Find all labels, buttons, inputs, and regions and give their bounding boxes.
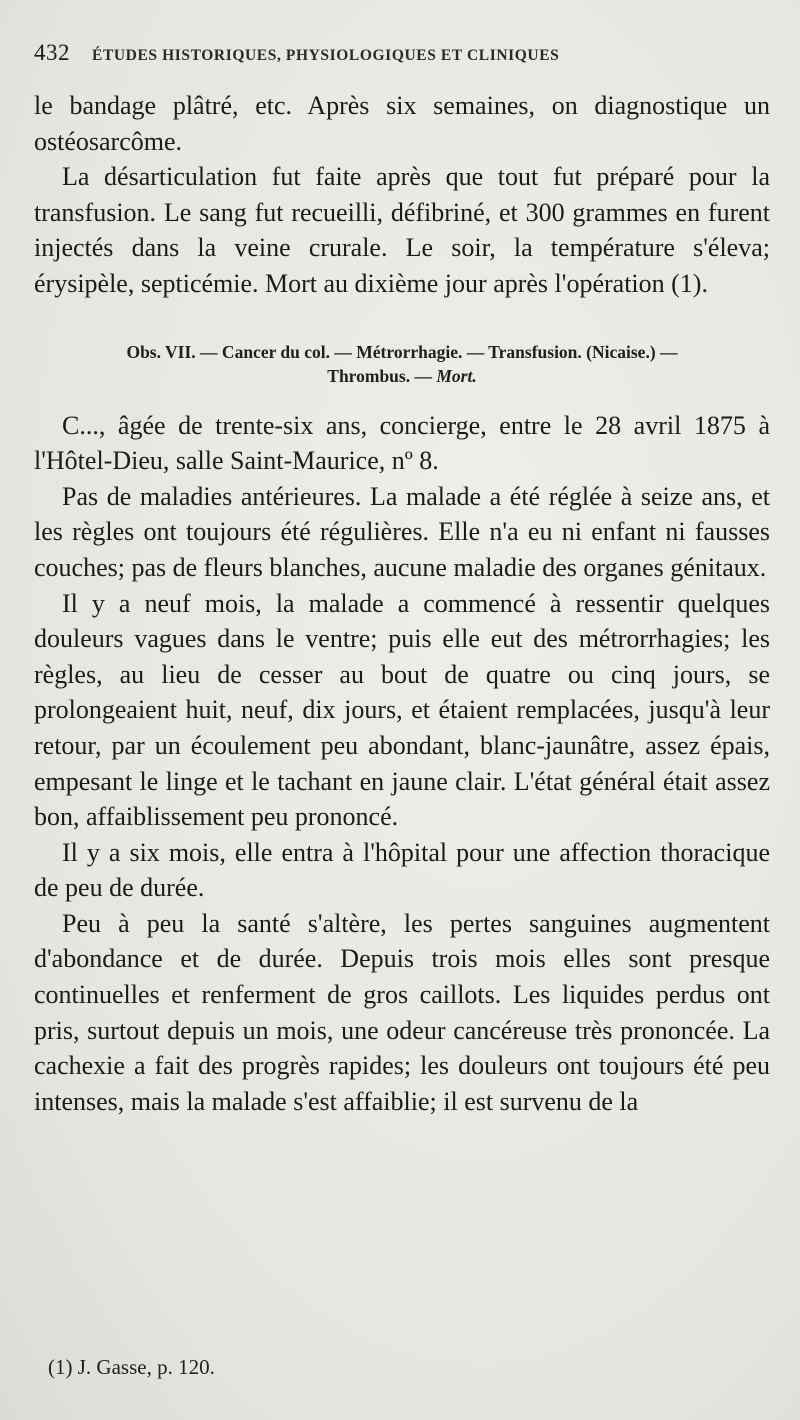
- observation-line-2: [34, 364, 770, 388]
- footnote: [48, 1355, 215, 1380]
- observation-line-1: Obs. VII. — Cancer du col. — Métrorrhagie. — Transfusion. (Nicaise.) —: [126, 341, 678, 362]
- footnote-marker: (1): [48, 1355, 73, 1379]
- paragraph-2-text: La désarticulation fut faite après que tout fut préparé pour la transfusion. Le sang fut recueilli, défibriné, et 300 grammes en furent injectés dans la veine crurale. Le soir, la température s'éleva; érysipèle, septicémie. Mort au dixième jour après l'opération: [34, 162, 770, 298]
- paragraph-2: [34, 159, 770, 301]
- observation-line-2-prefix: Thrombus. —: [327, 365, 437, 386]
- running-title: ÉTUDES HISTORIQUES, PHYSIOLOGIQUES ET CLINIQUES: [92, 47, 560, 64]
- case-text: [34, 408, 770, 1120]
- paragraph-1: le bandage plâtré, etc. Après six semaines, on diagnostique un ostéosarcôme.: [34, 91, 770, 156]
- observation-heading: [34, 340, 770, 388]
- paragraph-7: Peu à peu la santé s'altère, les pertes sanguines augmentent d'abondance et de durée. Depuis trois mois elles sont presque continuelles et renferment de gros caillots. Les liquides perdus ont pris, surtout depuis un mois, une odeur cancéreuse très prononcée. La cachexie a fait des progrès rapides; les douleurs ont toujours été peu intenses, mais la malade s'est affaiblie; il est survenu de la: [34, 908, 770, 1116]
- running-head: [34, 40, 770, 74]
- observation-outcome: Mort.: [436, 365, 477, 386]
- footnote-text: J. Gasse, p. 120.: [72, 1355, 215, 1379]
- page-number: 432: [34, 40, 70, 65]
- footnote-reference: (1).: [671, 268, 708, 298]
- paragraph-6: Il y a six mois, elle entra à l'hôpital pour une affection thoracique de peu de durée.: [34, 837, 770, 903]
- body-text: [34, 88, 770, 302]
- paragraph-3: C..., âgée de trente-six ans, concierge, entre le 28 avril 1875 à l'Hôtel-Dieu, salle Saint-Maurice, nº 8.: [34, 410, 770, 476]
- paragraph-4: Pas de maladies antérieures. La malade a été réglée à seize ans, et les règles ont toujours été régulières. Elle n'a eu ni enfant ni fausses couches; pas de fleurs blanches, aucune maladie des organes génitaux.: [34, 481, 770, 582]
- paragraph-5: Il y a neuf mois, la malade a commencé à ressentir quelques douleurs vagues dans le ventre; puis elle eut des métrorrhagies; les règles, au lieu de cesser au bout de quatre ou cinq jours, se prolongeaient huit, neuf, dix jours, et étaient remplacées, jusqu'à leur retour, par un écoulement peu abondant, blanc-jaunâtre, assez épais, empesant le linge et le tachant en jaune clair. L'état général était assez bon, affaiblissement peu prononcé.: [34, 588, 770, 832]
